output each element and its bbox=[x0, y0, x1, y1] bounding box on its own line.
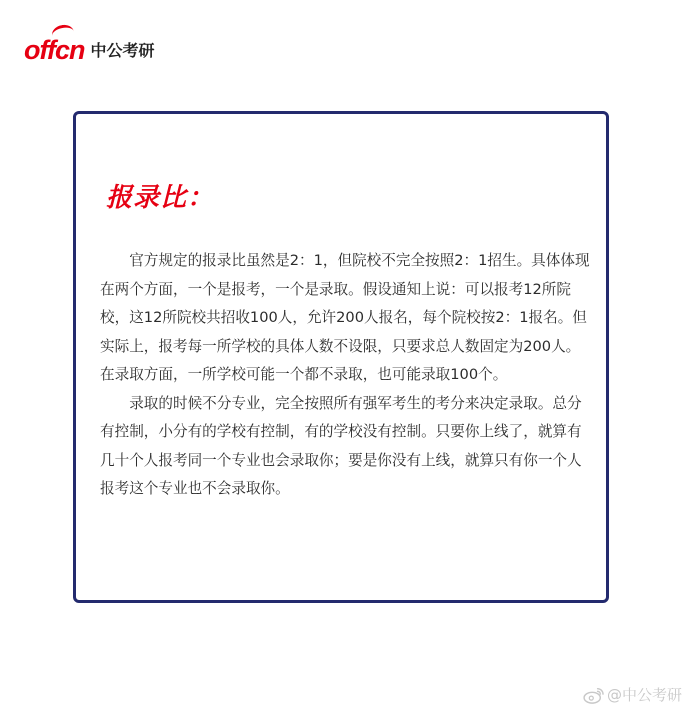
brand-logo bbox=[24, 24, 155, 64]
article-body bbox=[100, 247, 590, 504]
logo-mark bbox=[24, 37, 85, 64]
logo-name: 中公考研 bbox=[90, 41, 155, 60]
paragraph-2: 录取的时候不分专业，完全按照所有强军考生的考分来决定录取。总分有控制，小分有的学校有控制，有的学校没有控制。只要你上线了，就算有几十个人报考同一个专业也会录取你；要是你没有上线，就算只有你一个人报考这个专业也不会录取你。 bbox=[100, 394, 582, 497]
watermark-text: @中公考研 bbox=[606, 686, 682, 704]
logo-mark-text: offcn bbox=[24, 35, 85, 65]
content-card bbox=[73, 111, 609, 603]
paragraph-1: 官方规定的报录比虽然是2：1，但院校不完全按照2：1招生。具体体现在两个方面，一个是报考，一个是录取。假设通知上说：可以报考12所院校，这12所院校共招收100人，允许200人报名，每个院校按2：1报名。但实际上，报考每一所学校的具体人数不设限，只要求总人数固定为200人。在录取方面，一所学校可能一个都不录取，也可能录取100个。 bbox=[100, 252, 590, 383]
weibo-watermark bbox=[583, 684, 682, 705]
section-heading: 报录比： bbox=[106, 183, 215, 213]
weibo-icon bbox=[583, 686, 605, 704]
